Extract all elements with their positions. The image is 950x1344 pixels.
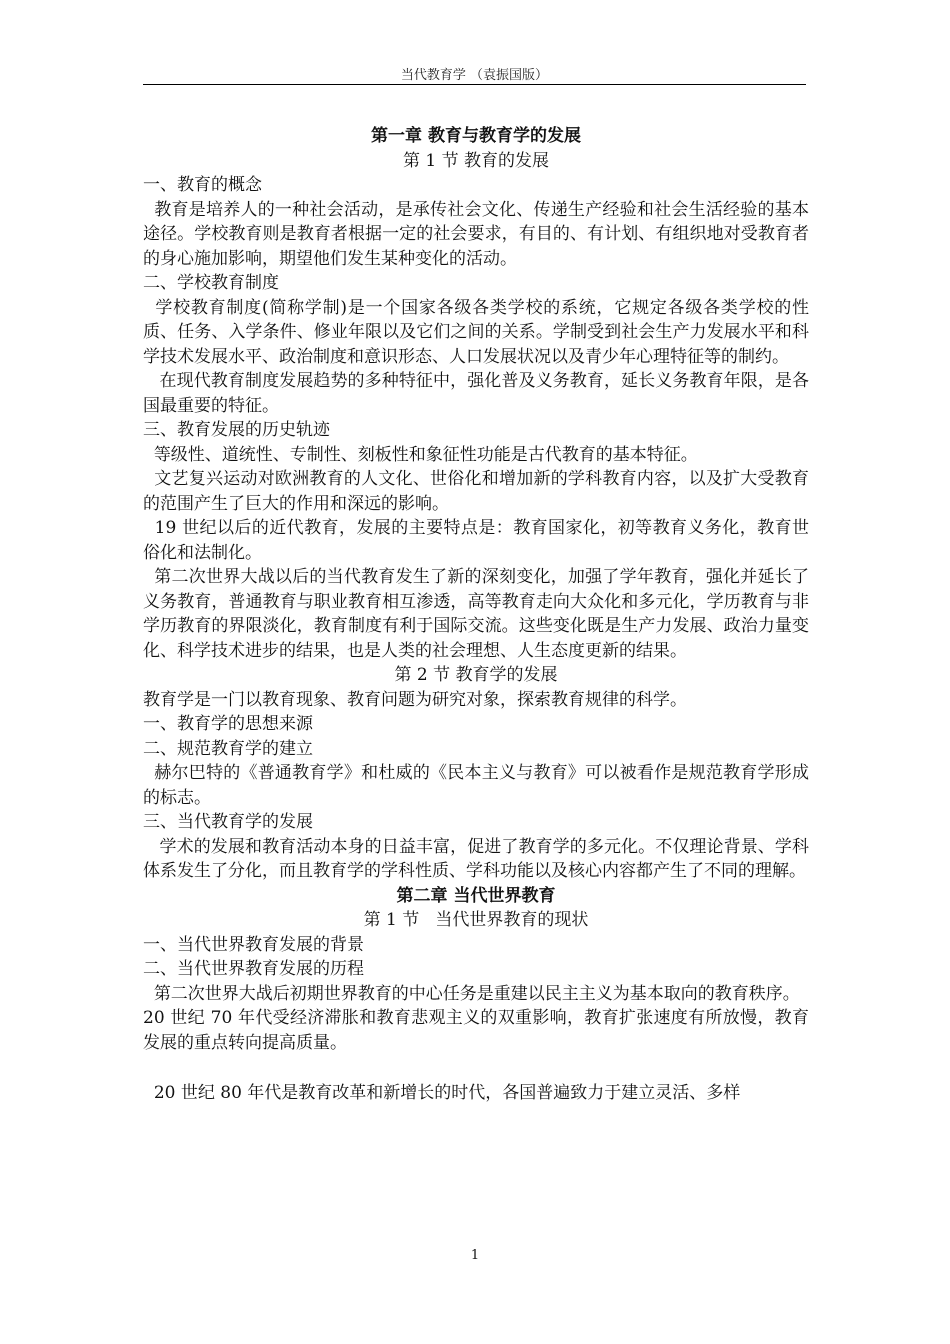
paragraph: 学校教育制度(简称学制)是一个国家各级各类学校的系统，它规定各级各类学校的性质、任务、入学条件、修业年限以及它们之间的关系。学制受到社会生产力发展水平和科学技术发展水平、政治制度和意识形态、人口发展状况以及青少年心理特征等的制约。 xyxy=(143,297,809,367)
chapter-1-title: 第一章 教育与教育学的发展 xyxy=(371,126,581,146)
paragraph: 19 世纪以后的近代教育，发展的主要特点是：教育国家化，初等教育义务化，教育世俗化和法制化。 xyxy=(143,518,809,563)
heading-education-concept: 一、教育的概念 xyxy=(143,175,262,195)
paragraph: 20 世纪 80 年代是教育改革和新增长的时代，各国普遍致力于建立灵活、多样 xyxy=(143,1083,741,1103)
chapter-2-title: 第二章 当代世界教育 xyxy=(396,885,556,906)
paragraph: 赫尔巴特的《普通教育学》和杜威的《民本主义与教育》可以被看作是规范教育学形成的标志。 xyxy=(143,763,809,808)
page-body xyxy=(143,124,809,1106)
paragraph: 学术的发展和教育活动本身的日益丰富，促进了教育学的多元化。不仅理论背景、学科体系发生了分化，而且教育学的学科性质、学科功能以及核心内容都产生了不同的理解。 xyxy=(143,836,809,881)
header-rule xyxy=(143,84,806,85)
paragraph: 在现代教育制度发展趋势的多种特征中，强化普及义务教育，延长义务教育年限，是各国最重要的特征。 xyxy=(143,371,809,416)
heading-history: 三、教育发展的历史轨迹 xyxy=(143,420,330,440)
paragraph: 教育学是一门以教育现象、教育问题为研究对象，探索教育规律的科学。 xyxy=(143,689,687,710)
running-header: 当代教育学 （袁振国版） xyxy=(400,68,549,83)
heading-history-course: 二、当代世界教育发展的历程 xyxy=(143,959,364,979)
section-2-1-title: 第 1 节 当代世界教育的现状 xyxy=(363,910,589,930)
heading-normative-pedagogy: 二、规范教育学的建立 xyxy=(143,738,313,759)
paragraph: 20 世纪 70 年代受经济滞胀和教育悲观主义的双重影响，教育扩张速度有所放慢，教育发展的重点转向提高质量。 xyxy=(143,1008,809,1053)
blank-line xyxy=(143,1055,809,1081)
heading-thought-sources: 一、教育学的思想来源 xyxy=(143,714,313,734)
paragraph: 教育是培养人的一种社会活动，是承传社会文化、传递生产经验和社会生活经验的基本途径。学校教育则是教育者根据一定的社会要求，有目的、有计划、有组织地对受教育者的身心施加影响，期望他们发生某种变化的活动。 xyxy=(143,199,809,269)
heading-contemporary-pedagogy: 三、当代教育学的发展 xyxy=(143,812,313,832)
section-1-2-title: 第 2 节 教育学的发展 xyxy=(394,665,558,685)
heading-school-system: 二、学校教育制度 xyxy=(143,273,279,293)
paragraph: 文艺复兴运动对欧洲教育的人文化、世俗化和增加新的学科教育内容，以及扩大受教育的范围产生了巨大的作用和深远的影响。 xyxy=(143,469,809,514)
paragraph: 第二次世界大战后初期世界教育的中心任务是重建以民主主义为基本取向的教育秩序。 xyxy=(143,983,800,1004)
page-number: 1 xyxy=(470,1248,480,1263)
heading-background: 一、当代世界教育发展的背景 xyxy=(143,934,364,955)
section-1-1-title: 第 1 节 教育的发展 xyxy=(402,150,550,171)
paragraph: 等级性、道统性、专制性、刻板性和象征性功能是古代教育的基本特征。 xyxy=(143,444,698,465)
paragraph: 第二次世界大战以后的当代教育发生了新的深刻变化，加强了学年教育，强化并延长了义务教育，普通教育与职业教育相互渗透，高等教育走向大众化和多元化，学历教育与非学历教育的界限淡化，教育制度有利于国际交流。这些变化既是生产力发展、政治力量变化、科学技术进步的结果，也是人类的社会理想、人生态度更新的结果。 xyxy=(143,567,809,661)
